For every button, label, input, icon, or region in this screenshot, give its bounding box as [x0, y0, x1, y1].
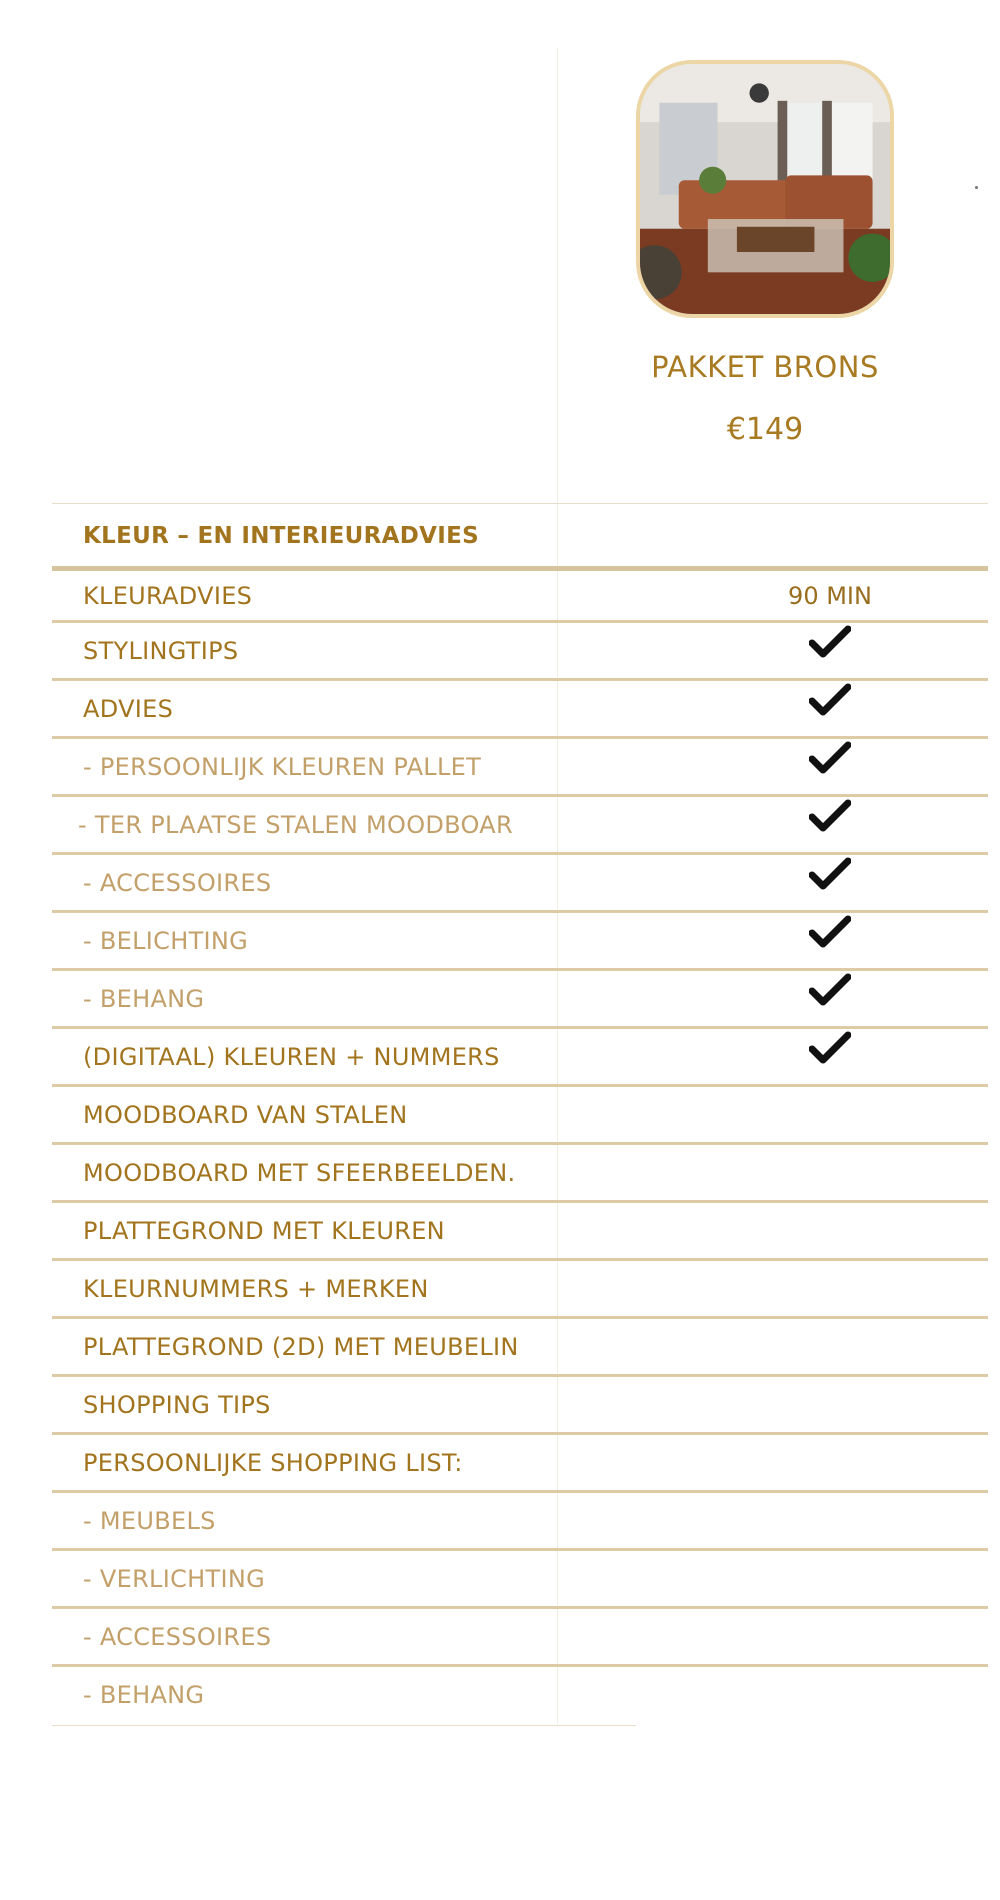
check-icon: [809, 915, 851, 949]
table-row: [52, 1667, 988, 1726]
row-label: KLEURNUMMERS + MERKEN: [83, 1274, 429, 1303]
row-value: [680, 1435, 980, 1490]
table-row: [52, 1261, 988, 1319]
row-value: [680, 1203, 980, 1258]
table-row: [52, 797, 988, 855]
row-label: KLEURADVIES: [83, 581, 253, 610]
row-value: [680, 1667, 980, 1723]
check-icon: [809, 799, 851, 833]
table-row: [52, 1377, 988, 1435]
row-check-cell: [680, 739, 980, 794]
row-label: MOODBOARD VAN STALEN: [83, 1100, 408, 1129]
check-icon: [809, 741, 851, 775]
check-icon: [809, 857, 851, 891]
check-icon: [809, 973, 851, 1007]
table-row: [52, 571, 988, 623]
row-value: [680, 1261, 980, 1316]
table-row: [52, 1203, 988, 1261]
row-value: [680, 1377, 980, 1432]
row-label: STYLINGTIPS: [83, 636, 239, 665]
row-check-cell: [680, 797, 980, 852]
row-value: [680, 1087, 980, 1142]
row-label: - ACCESSOIRES: [83, 1622, 272, 1651]
check-icon: [809, 625, 851, 659]
row-label: - BEHANG: [83, 984, 205, 1013]
row-check-cell: [680, 681, 980, 736]
package-title: PAKKET BRONS: [651, 350, 879, 384]
table-rows: [52, 571, 988, 1726]
table-row: [52, 1319, 988, 1377]
dot-mark: [975, 186, 978, 189]
row-label: PLATTEGROND (2D) MET MEUBELIN: [83, 1332, 519, 1361]
living-room-photo: [636, 60, 894, 318]
row-label: - MEUBELS: [83, 1506, 216, 1535]
row-value: 90 MIN: [788, 581, 872, 610]
row-check-cell: [680, 971, 980, 1026]
row-label: SHOPPING TIPS: [83, 1390, 271, 1419]
table-row: [52, 1435, 988, 1493]
table-row: [52, 1551, 988, 1609]
row-label: - ACCESSOIRES: [83, 868, 272, 897]
row-label: (DIGITAAL) KLEUREN + NUMMERS: [83, 1042, 500, 1071]
table-row: [52, 1609, 988, 1667]
row-divider: [52, 1725, 636, 1726]
row-value: [680, 1551, 980, 1606]
table-row: [52, 855, 988, 913]
table-row: [52, 1087, 988, 1145]
row-label: PERSOONLIJKE SHOPPING LIST:: [83, 1448, 463, 1477]
row-label: MOODBOARD MET SFEERBEELDEN.: [83, 1158, 516, 1187]
table-row: [52, 971, 988, 1029]
row-value: [680, 1609, 980, 1664]
section-header-row: [52, 504, 988, 571]
row-label: - PERSOONLIJK KLEUREN PALLET: [83, 752, 482, 781]
table-row: [52, 681, 988, 739]
table-row: [52, 913, 988, 971]
table-row: [52, 623, 988, 681]
table-row: [52, 739, 988, 797]
table-row: [52, 1145, 988, 1203]
row-label: PLATTEGROND MET KLEUREN: [83, 1216, 445, 1245]
row-value: [680, 1319, 980, 1374]
row-label: - TER PLAATSE STALEN MOODBOAR: [78, 810, 513, 839]
comparison-table: [52, 503, 988, 1726]
table-row: [52, 1029, 988, 1087]
row-label: - BEHANG: [83, 1681, 205, 1709]
check-icon: [809, 683, 851, 717]
package-price: €149: [726, 412, 804, 447]
row-check-cell: [680, 1029, 980, 1084]
row-value: [680, 1493, 980, 1548]
section-header-label: KLEUR – EN INTERIEURADVIES: [83, 523, 479, 549]
row-check-cell: [680, 623, 980, 678]
row-check-cell: [680, 913, 980, 968]
row-label: - VERLICHTING: [83, 1564, 265, 1593]
table-row: [52, 1493, 988, 1551]
row-label: ADVIES: [83, 694, 174, 723]
row-label: - BELICHTING: [83, 926, 249, 955]
row-value: [680, 1145, 980, 1200]
row-check-cell: [680, 855, 980, 910]
check-icon: [809, 1031, 851, 1065]
